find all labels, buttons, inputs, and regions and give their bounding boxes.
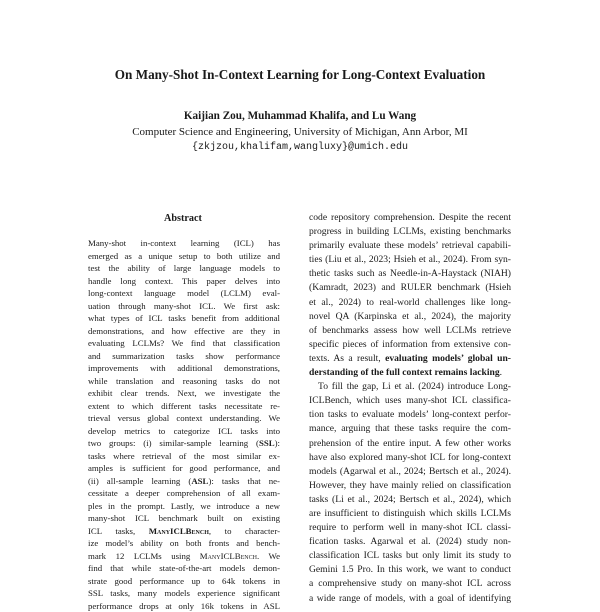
body-line: classification ICL tasks but only limit its study to bbox=[309, 549, 511, 563]
abstract-line bbox=[88, 475, 280, 488]
benchmark-name: ManyICLBench bbox=[200, 551, 257, 561]
abstract-line-text: ): bbox=[275, 438, 280, 448]
body-line: require to perform well in many-shot ICL classi- bbox=[309, 521, 511, 535]
abstract-line: trieval versus global context understanding. We bbox=[88, 412, 280, 425]
body-column bbox=[309, 211, 511, 606]
abstract-line: SSL tasks, many models experience significant bbox=[88, 587, 280, 600]
abstract-line: many-shot ICL benchmark built on existing bbox=[88, 512, 280, 525]
abstract-line: handle long context. This paper delves into bbox=[88, 275, 280, 288]
body-line: thetic tasks such as Needle-in-A-Haystack (NIAH) bbox=[309, 267, 511, 281]
body-line: mance, arguing that these tasks require the com- bbox=[309, 422, 511, 436]
abstract-body bbox=[88, 237, 280, 612]
abstract-line: what types of ICL tasks benefit from additional bbox=[88, 312, 280, 325]
body-line-text: . bbox=[500, 367, 502, 378]
body-line: fication tasks. Agarwal et al. (2024) study non- bbox=[309, 535, 511, 549]
abstract-line: amples is sufficient for good performance, and bbox=[88, 462, 280, 475]
paper-title: On Many-Shot In-Context Learning for Long-Context Evaluation bbox=[0, 67, 600, 83]
abstract-line: and summarization tasks show performance bbox=[88, 350, 280, 363]
abstract-line: exhibit clear trends. Next, we investigate the bbox=[88, 387, 280, 400]
body-line: are insufficient to distinguish which skills LCLMs bbox=[309, 507, 511, 521]
body-line: ties (Liu et al., 2023; Hsieh et al., 2024). From syn- bbox=[309, 253, 511, 267]
abstract-line: strate good performance up to 64k tokens in bbox=[88, 575, 280, 588]
abstract-line: tasks where retrieval of the most similar ex- bbox=[88, 450, 280, 463]
body-line: novel QA (Karpinska et al., 2024), the majority bbox=[309, 310, 511, 324]
abstract-line bbox=[88, 550, 280, 563]
abstract-line-text: mark 12 LCLMs using bbox=[88, 551, 200, 561]
abstract-line: evaluating LCLMs? We find that classification bbox=[88, 337, 280, 350]
body-line: a wide range of models, with a goal of identifying bbox=[309, 592, 511, 606]
body-line-text: texts. As a result, bbox=[309, 353, 385, 364]
body-line bbox=[309, 366, 511, 380]
body-line: (Kamradt, 2023) and RULER benchmark (Hsieh bbox=[309, 281, 511, 295]
body-line: However, they have mainly relied on classification bbox=[309, 479, 511, 493]
abstract-line-text: . We bbox=[257, 551, 280, 561]
abstract-line: develop metrics to categorize ICL tasks into bbox=[88, 425, 280, 438]
body-line: tion tasks to evaluate models’ long-context perfor- bbox=[309, 408, 511, 422]
abstract-line: ples in the prompt. Lastly, we introduce a new bbox=[88, 500, 280, 513]
ssl-abbreviation: SSL bbox=[259, 438, 275, 448]
body-line bbox=[309, 352, 511, 366]
abstract-line: while translation and reasoning tasks do not bbox=[88, 375, 280, 388]
body-line: progress in building LCLMs, existing benchmarks bbox=[309, 225, 511, 239]
body-line: have also explored many-shot ICL for long-context bbox=[309, 451, 511, 465]
abstract-line-text: ICL tasks, bbox=[88, 526, 149, 536]
author-email[interactable]: {zkjzou,khalifam,wangluxy}@umich.edu bbox=[0, 141, 600, 155]
affiliation: Computer Science and Engineering, University of Michigan, Ann Arbor, MI bbox=[0, 125, 600, 139]
abstract-line: emerged as a unique setup to both utilize and bbox=[88, 250, 280, 263]
abstract-heading: Abstract bbox=[88, 212, 278, 225]
body-line: models (Agarwal et al., 2024; Bertsch et al., 2024). bbox=[309, 465, 511, 479]
key-claim: evaluating models’ global un- bbox=[385, 353, 511, 364]
abstract-line bbox=[88, 437, 280, 450]
body-line: prehension of the entire input. A few other works bbox=[309, 437, 511, 451]
abstract-line: test the ability of large language models to bbox=[88, 262, 280, 275]
abstract-line-text: (ii) all-sample learning ( bbox=[88, 476, 191, 486]
abstract-line: find that while state-of-the-art models demon- bbox=[88, 562, 280, 575]
body-line: ICLBench, which uses many-shot ICL classifica- bbox=[309, 394, 511, 408]
benchmark-name: ManyICLBench bbox=[149, 526, 209, 536]
body-line: code repository comprehension. Despite the recent bbox=[309, 211, 511, 225]
abstract-line: demonstrations, and how effective are they in bbox=[88, 325, 280, 338]
body-line: Gemini 1.5 Pro. In this work, we want to conduct bbox=[309, 563, 511, 577]
abstract-line: improvements with additional demonstrations, bbox=[88, 362, 280, 375]
body-line: primarily evaluate these models’ retrieval capabili- bbox=[309, 239, 511, 253]
key-claim: derstanding of the full context remains lacking bbox=[309, 367, 500, 378]
body-line: a comprehensive study on many-shot ICL across bbox=[309, 577, 511, 591]
asl-abbreviation: ASL bbox=[191, 476, 208, 486]
abstract-line-text: ): tasks that ne- bbox=[208, 476, 280, 486]
abstract-line-text: , to character- bbox=[209, 526, 280, 536]
abstract-line bbox=[88, 525, 280, 538]
abstract-line: long-context language model (LCLM) eval- bbox=[88, 287, 280, 300]
body-line: of benchmarks assess how well LCLMs retrieve bbox=[309, 324, 511, 338]
body-line: tasks (Li et al., 2024; Bertsch et al., 2024), which bbox=[309, 493, 511, 507]
abstract-line: extent to which different tasks necessitate re- bbox=[88, 400, 280, 413]
body-line: specific pieces of information from extensive con- bbox=[309, 338, 511, 352]
abstract-line: uation through many-shot ICL. We first ask: bbox=[88, 300, 280, 313]
body-line: et al., 2024) to real-world challenges like long- bbox=[309, 296, 511, 310]
abstract-line: cessitate a deeper comprehension of all exam- bbox=[88, 487, 280, 500]
abstract-line-text: two groups: (i) similar-sample learning ( bbox=[88, 438, 259, 448]
abstract-line: performance drops at only 16k tokens in ASL bbox=[88, 600, 280, 612]
body-line: To fill the gap, Li et al. (2024) introduce Long- bbox=[309, 380, 511, 394]
abstract-line: Many-shot in-context learning (ICL) has bbox=[88, 237, 280, 250]
abstract-line: ize model’s ability on both fronts and bench- bbox=[88, 537, 280, 550]
author-list: Kaijian Zou, Muhammad Khalifa, and Lu Wang bbox=[0, 109, 600, 123]
